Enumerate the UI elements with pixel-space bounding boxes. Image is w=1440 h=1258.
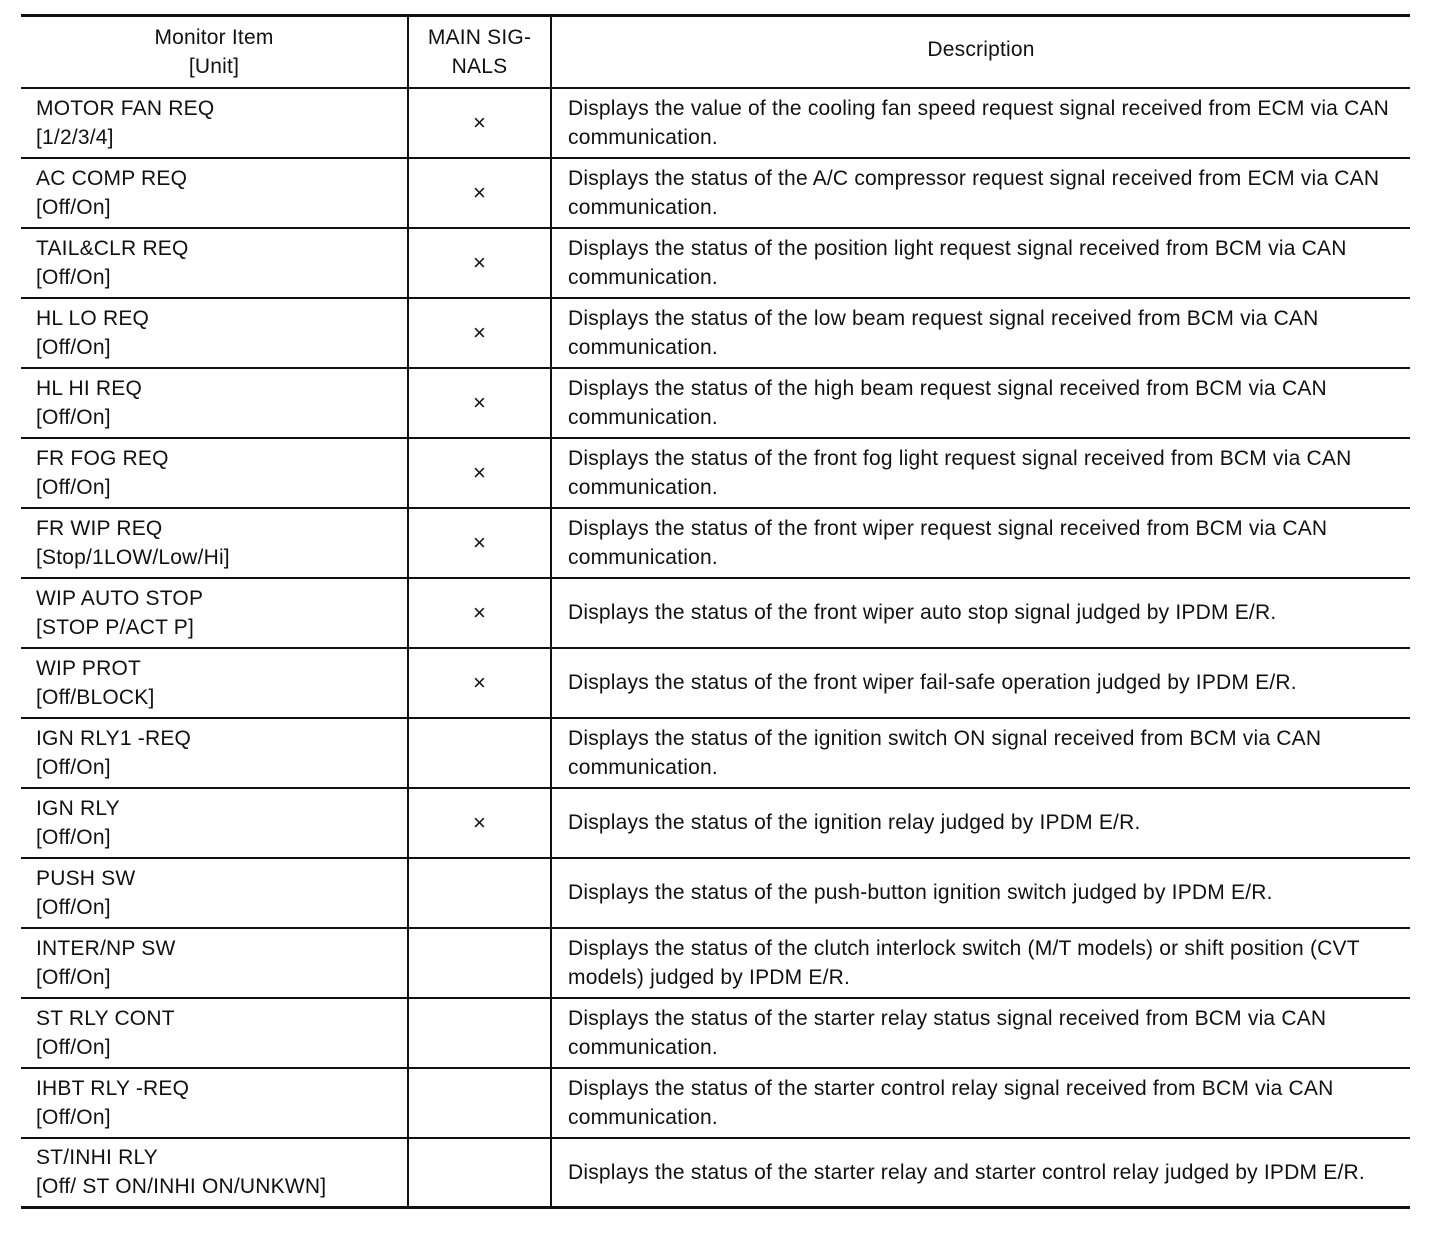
table-row <box>21 508 1410 578</box>
monitor-item-unit: [Off/On] <box>36 1035 111 1059</box>
monitor-item-cell <box>21 928 408 998</box>
monitor-item-unit: [Off/On] <box>36 965 111 989</box>
main-signal-mark: × <box>472 250 487 275</box>
header-description: Description <box>551 16 1410 88</box>
monitor-item-name: ST/INHI RLY <box>36 1146 158 1170</box>
main-signal-cell <box>408 228 551 298</box>
description-cell: Displays the status of the push-button ignition switch judged by IPDM E/R. <box>551 858 1410 928</box>
monitor-table-container <box>21 14 1410 1209</box>
main-signal-cell <box>408 718 551 788</box>
description-cell: Displays the status of the high beam request signal received from BCM via CAN communication. <box>551 368 1410 438</box>
monitor-item-cell <box>21 88 408 158</box>
table-row <box>21 1068 1410 1138</box>
monitor-item-cell <box>21 718 408 788</box>
monitor-item-unit: [Off/On] <box>36 1105 111 1129</box>
monitor-item-unit: [Off/ ST ON/INHI ON/UNKWN] <box>36 1175 327 1199</box>
main-signal-cell <box>408 648 551 718</box>
monitor-item-name: ST RLY CONT <box>36 1006 175 1030</box>
table-row <box>21 88 1410 158</box>
monitor-item-cell <box>21 1138 408 1208</box>
header-row <box>21 16 1410 88</box>
monitor-item-unit: [Off/On] <box>36 475 111 499</box>
description-cell: Displays the status of the clutch interlock switch (M/T models) or shift position (CVT models) judged by IPDM E/R. <box>551 928 1410 998</box>
monitor-item-name: HL HI REQ <box>36 376 143 400</box>
table-row <box>21 648 1410 718</box>
main-signal-mark: × <box>472 670 487 695</box>
main-signal-mark: × <box>472 390 487 415</box>
description-cell: Displays the status of the low beam request signal received from BCM via CAN communication. <box>551 298 1410 368</box>
main-signal-mark: × <box>472 320 487 345</box>
description-cell: Displays the status of the front wiper auto stop signal judged by IPDM E/R. <box>551 578 1410 648</box>
description-cell: Displays the status of the starter relay and starter control relay judged by IPDM E/R. <box>551 1138 1410 1208</box>
table-row <box>21 438 1410 508</box>
description-cell: Displays the status of the position light request signal received from BCM via CAN communication. <box>551 228 1410 298</box>
monitor-item-unit: [Stop/1LOW/Low/Hi] <box>36 545 230 569</box>
monitor-item-name: WIP PROT <box>36 656 142 680</box>
description-cell: Displays the status of the starter relay status signal received from BCM via CAN communication. <box>551 998 1410 1068</box>
monitor-item-name: PUSH SW <box>36 866 136 890</box>
header-main-signals-line1: MAIN SIG- <box>427 25 532 49</box>
monitor-item-name: AC COMP REQ <box>36 166 188 190</box>
table-row <box>21 928 1410 998</box>
monitor-item-name: MOTOR FAN REQ <box>36 96 215 120</box>
description-cell: Displays the status of the front wiper request signal received from BCM via CAN communication. <box>551 508 1410 578</box>
main-signal-mark: × <box>472 600 487 625</box>
main-signal-cell <box>408 298 551 368</box>
table-body <box>21 88 1410 1208</box>
monitor-item-name: FR FOG REQ <box>36 446 169 470</box>
monitor-item-cell <box>21 508 408 578</box>
table-row <box>21 998 1410 1068</box>
monitor-item-cell <box>21 228 408 298</box>
main-signal-cell <box>408 998 551 1068</box>
main-signal-mark: × <box>472 460 487 485</box>
monitor-item-cell <box>21 438 408 508</box>
table-row <box>21 1138 1410 1208</box>
description-cell: Displays the status of the starter control relay signal received from BCM via CAN communication. <box>551 1068 1410 1138</box>
monitor-item-unit: [Off/On] <box>36 405 111 429</box>
monitor-item-name: IGN RLY1 -REQ <box>36 726 192 750</box>
main-signal-mark: × <box>472 530 487 555</box>
table-header <box>21 16 1410 88</box>
monitor-item-unit: [Off/On] <box>36 265 111 289</box>
monitor-item-name: IGN RLY <box>36 796 120 820</box>
monitor-item-unit: [Off/On] <box>36 755 111 779</box>
monitor-item-cell <box>21 648 408 718</box>
main-signal-cell <box>408 368 551 438</box>
description-cell: Displays the status of the ignition switch ON signal received from BCM via CAN communication. <box>551 718 1410 788</box>
monitor-item-unit: [Off/BLOCK] <box>36 685 155 709</box>
description-cell: Displays the status of the A/C compressor request signal received from ECM via CAN communication. <box>551 158 1410 228</box>
table-row <box>21 158 1410 228</box>
monitor-item-cell <box>21 298 408 368</box>
header-monitor-item <box>21 16 408 88</box>
table-row <box>21 858 1410 928</box>
monitor-item-table <box>21 14 1410 1209</box>
monitor-item-name: INTER/NP SW <box>36 936 176 960</box>
monitor-item-unit: [Off/On] <box>36 895 111 919</box>
main-signal-mark: × <box>472 180 487 205</box>
monitor-item-name: IHBT RLY -REQ <box>36 1076 190 1100</box>
monitor-item-cell <box>21 158 408 228</box>
monitor-item-unit: [Off/On] <box>36 335 111 359</box>
description-cell: Displays the status of the ignition relay judged by IPDM E/R. <box>551 788 1410 858</box>
monitor-item-unit: [STOP P/ACT P] <box>36 615 195 639</box>
monitor-item-name: HL LO REQ <box>36 306 150 330</box>
description-cell: Displays the status of the front fog light request signal received from BCM via CAN communication. <box>551 438 1410 508</box>
monitor-item-cell <box>21 858 408 928</box>
table-row <box>21 788 1410 858</box>
monitor-item-name: FR WIP REQ <box>36 516 163 540</box>
monitor-item-cell <box>21 578 408 648</box>
main-signal-cell <box>408 578 551 648</box>
table-row <box>21 228 1410 298</box>
main-signal-cell <box>408 928 551 998</box>
main-signal-cell <box>408 1138 551 1208</box>
main-signal-cell <box>408 788 551 858</box>
monitor-item-name: TAIL&CLR REQ <box>36 236 189 260</box>
header-unit-label: [Unit] <box>188 54 240 78</box>
monitor-item-unit: [1/2/3/4] <box>36 125 114 149</box>
main-signal-mark: × <box>472 810 487 835</box>
header-main-signals <box>408 16 551 88</box>
main-signal-cell <box>408 1068 551 1138</box>
monitor-item-name: WIP AUTO STOP <box>36 586 204 610</box>
monitor-item-unit: [Off/On] <box>36 195 111 219</box>
main-signal-cell <box>408 88 551 158</box>
main-signal-cell <box>408 508 551 578</box>
monitor-item-cell <box>21 1068 408 1138</box>
header-main-signals-line2: NALS <box>451 54 508 78</box>
main-signal-cell <box>408 858 551 928</box>
main-signal-cell <box>408 158 551 228</box>
monitor-item-unit: [Off/On] <box>36 825 111 849</box>
monitor-item-cell <box>21 998 408 1068</box>
description-cell: Displays the value of the cooling fan speed request signal received from ECM via CAN communication. <box>551 88 1410 158</box>
table-row <box>21 578 1410 648</box>
table-row <box>21 368 1410 438</box>
main-signal-mark: × <box>472 110 487 135</box>
monitor-item-cell <box>21 788 408 858</box>
header-monitor-item-label: Monitor Item <box>154 25 274 49</box>
main-signal-cell <box>408 438 551 508</box>
table-row <box>21 718 1410 788</box>
monitor-item-cell <box>21 368 408 438</box>
table-row <box>21 298 1410 368</box>
description-cell: Displays the status of the front wiper fail-safe operation judged by IPDM E/R. <box>551 648 1410 718</box>
